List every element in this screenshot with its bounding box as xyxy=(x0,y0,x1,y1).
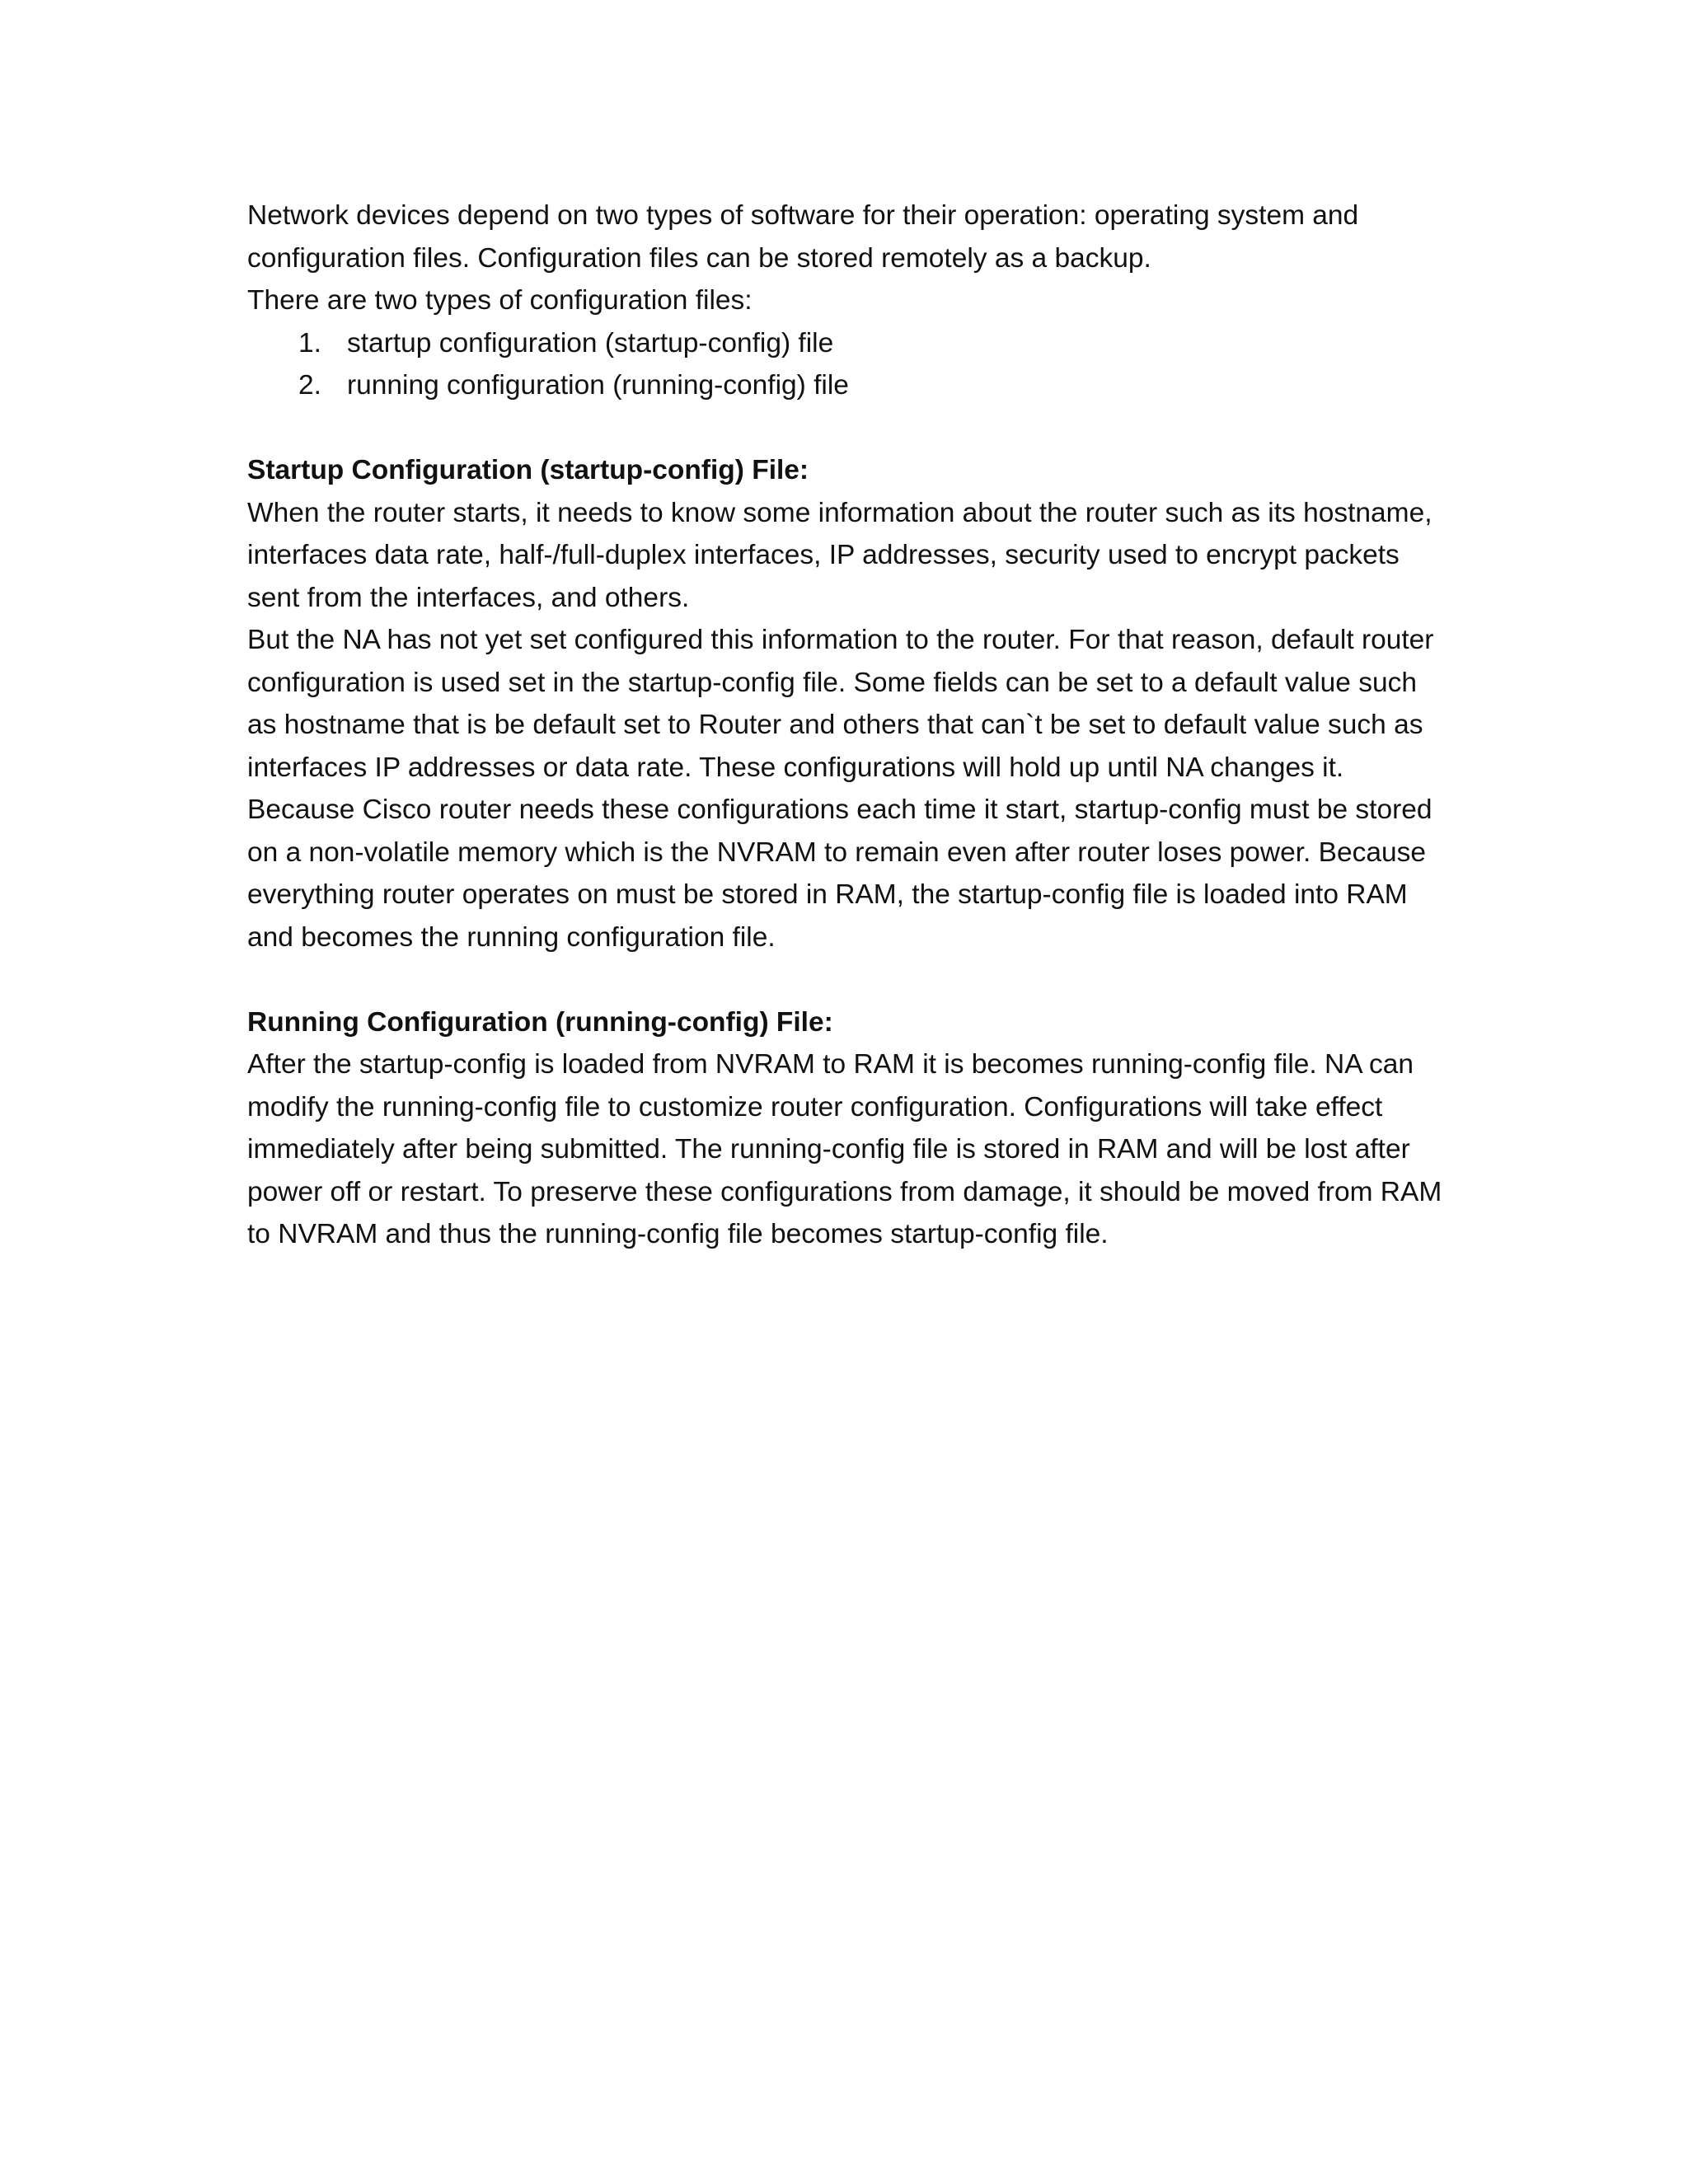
spacer xyxy=(247,407,1451,450)
intro-paragraph: Network devices depend on two types of software for their operation: operating system and configuration files. Configuration files can be stored remotely as a backup. xyxy=(247,200,1359,274)
list-item-text: startup configuration (startup-config) file xyxy=(347,327,834,359)
intro-types-paragraph: There are two types of configuration files: xyxy=(247,285,753,316)
startup-paragraph-3: Because Cisco router needs these configurations each time it start, startup-config must be stored on a non-volatile memory which is the NVRAM to remain even after router loses power. Because everything router operates on must be stored in RAM, the startup-config file is loaded into RAM and becomes the running configuration file. xyxy=(247,794,1432,953)
startup-paragraph-1: When the router starts, it needs to know some information about the router such as its hostname, interfaces data rate, half-/full-duplex interfaces, IP addresses, security used to encrypt packets sent from the interfaces, and others. xyxy=(247,497,1432,613)
startup-paragraph-2: But the NA has not yet set configured this information to the router. For that reason, default router configuration is used set in the startup-config file. Some fields can be set to a default value such as hostname that is be default set to Router and others that can`t be set to default value such as interfaces IP addresses or data rate. These configurations will hold up until NA changes it. xyxy=(247,625,1434,783)
list-item xyxy=(247,364,1451,407)
document-page xyxy=(247,194,1451,1256)
list-number: 1. xyxy=(298,327,321,359)
list-number: 2. xyxy=(298,370,321,401)
list-item-text: running configuration (running-config) file xyxy=(347,370,849,401)
list-item xyxy=(247,322,1451,365)
running-config-heading: Running Configuration (running-config) File: xyxy=(247,1006,833,1038)
running-paragraph-1: After the startup-config is loaded from NVRAM to RAM it is becomes running-config file. NA can modify the running-config file to customize router configuration. Configurations will take effect immediately after being submitted. The running-config file is stored in RAM and will be lost after power off or restart. To preserve these configurations from damage, it should be moved from RAM to NVRAM and thus the running-config file becomes startup-config file. xyxy=(247,1049,1442,1249)
spacer xyxy=(247,958,1451,1001)
startup-config-heading: Startup Configuration (startup-config) File: xyxy=(247,455,809,485)
config-types-list xyxy=(247,322,1451,407)
